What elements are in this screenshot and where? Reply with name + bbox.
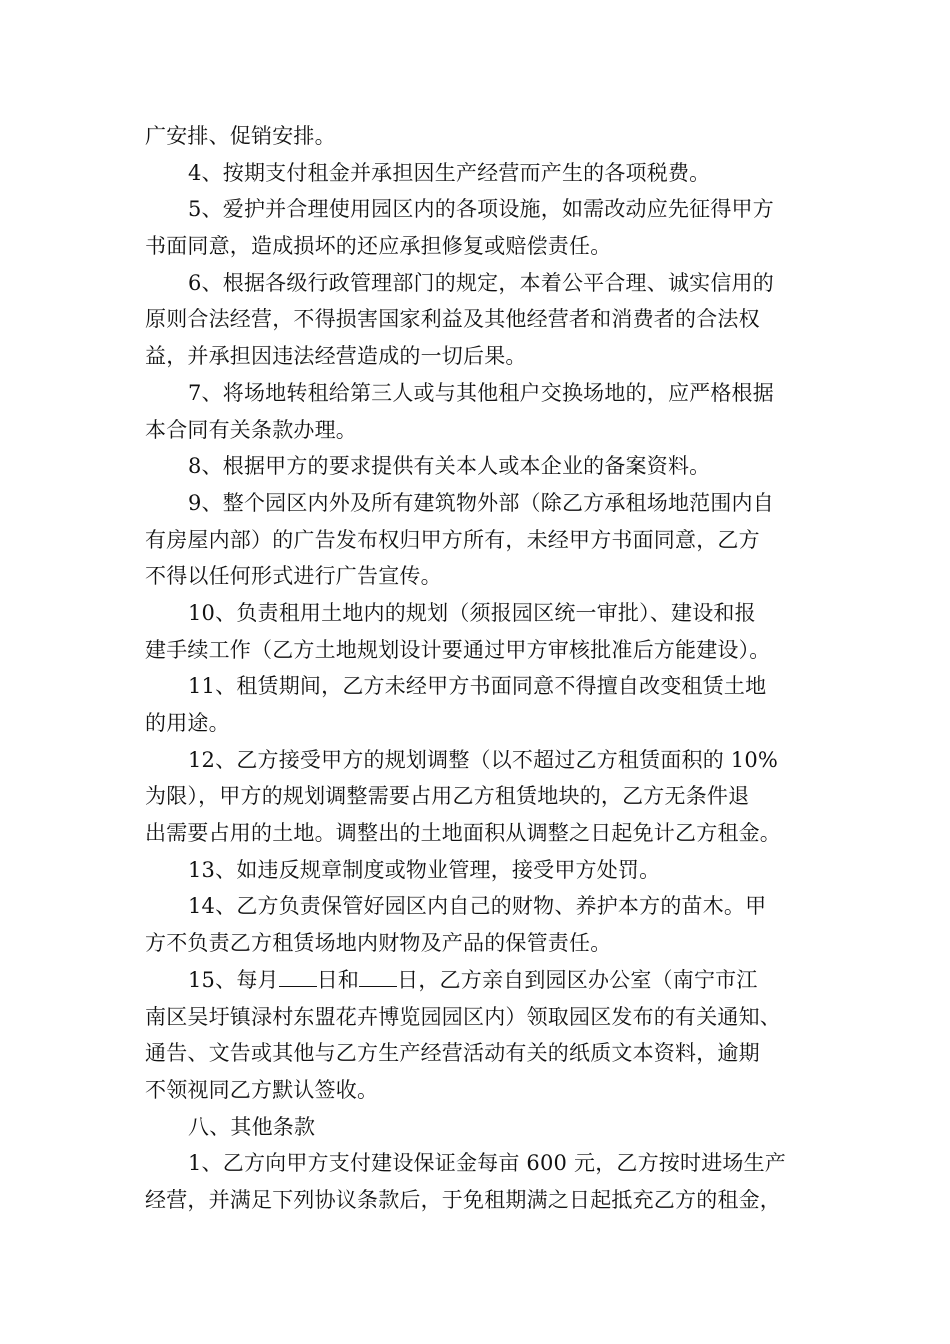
- text-line: 12、乙方接受甲方的规划调整（以不超过乙方租赁面积的 10%: [188, 747, 779, 772]
- text-line: 本合同有关条款办理。: [145, 417, 357, 442]
- text-line: 建手续工作（乙方土地规划设计要通过甲方审核批准后方能建设）。: [145, 637, 771, 662]
- text-line: 出需要占用的土地。调整出的土地面积从调整之日起免计乙方租金。: [145, 821, 781, 846]
- text-line: 6、根据各级行政管理部门的规定，本着公平合理、诚实信用的: [188, 270, 774, 295]
- text-line: 八、其他条款: [188, 1114, 316, 1139]
- text-line: 11、租赁期间，乙方未经甲方书面同意不得擅自改变租赁土地: [188, 674, 767, 699]
- text-segment: 日，乙方亲自到园区办公室（南宁市江: [397, 967, 758, 992]
- text-line: 的用途。: [145, 711, 230, 735]
- text-line: 不领视同乙方默认签收。: [145, 1077, 379, 1102]
- fill-in-blank: [359, 968, 397, 987]
- text-segment: 日和: [316, 967, 360, 992]
- text-line: 10、负责租用土地内的规划（须报园区统一审批）、建设和报: [188, 600, 756, 625]
- text-line: 方不负责乙方租赁场地内财物及产品的保管责任。: [145, 931, 612, 956]
- text-line: 8、根据甲方的要求提供有关本人或本企业的备案资料。: [188, 454, 711, 479]
- text-line: 书面同意，造成损坏的还应承担修复或赔偿责任。: [145, 234, 612, 259]
- text-line: 南区吴圩镇渌村东盟花卉博览园园区内）领取园区发布的有关通知、: [145, 1004, 781, 1029]
- text-line: 7、将场地转租给第三人或与其他租户交换场地的，应严格根据: [188, 380, 774, 405]
- text-line: 13、如违反规章制度或物业管理，接受甲方处罚。: [188, 857, 661, 882]
- text-line: 不得以任何形式进行广告宣传。: [145, 564, 442, 589]
- fill-in-blank: [279, 968, 317, 987]
- text-line: 通告、文告或其他与乙方生产经营活动有关的纸质文本资料，逾期: [145, 1041, 760, 1066]
- text-line: 5、爱护并合理使用园区内的各项设施，如需改动应先征得甲方: [188, 197, 774, 222]
- text-line: 4、按期支付租金并承担因生产经营而产生的各项税费。: [188, 160, 711, 185]
- text-line: 9、整个园区内外及所有建筑物外部（除乙方承租场地范围内自: [188, 490, 774, 515]
- text-line: 14、乙方负责保管好园区内自己的财物、养护本方的苗木。甲: [188, 894, 767, 919]
- text-line: [145, 962, 815, 999]
- document-body: [145, 118, 815, 1219]
- text-segment: 15、每月: [188, 967, 279, 992]
- text-line: 原则合法经营，不得损害国家利益及其他经营者和消费者的合法权: [145, 307, 760, 332]
- text-line: 益，并承担因违法经营造成的一切后果。: [145, 344, 527, 369]
- text-line: 为限），甲方的规划调整需要占用乙方租赁地块的，乙方无条件退: [145, 784, 750, 809]
- text-line: 经营，并满足下列协议条款后，于免租期满之日起抵充乙方的租金，: [145, 1187, 781, 1212]
- text-line: 有房屋内部）的广告发布权归甲方所有，未经甲方书面同意，乙方: [145, 527, 760, 552]
- text-line: 广安排、促销安排。: [145, 124, 336, 148]
- text-line: 1、乙方向甲方支付建设保证金每亩 600 元，乙方按时进场生产: [188, 1151, 786, 1176]
